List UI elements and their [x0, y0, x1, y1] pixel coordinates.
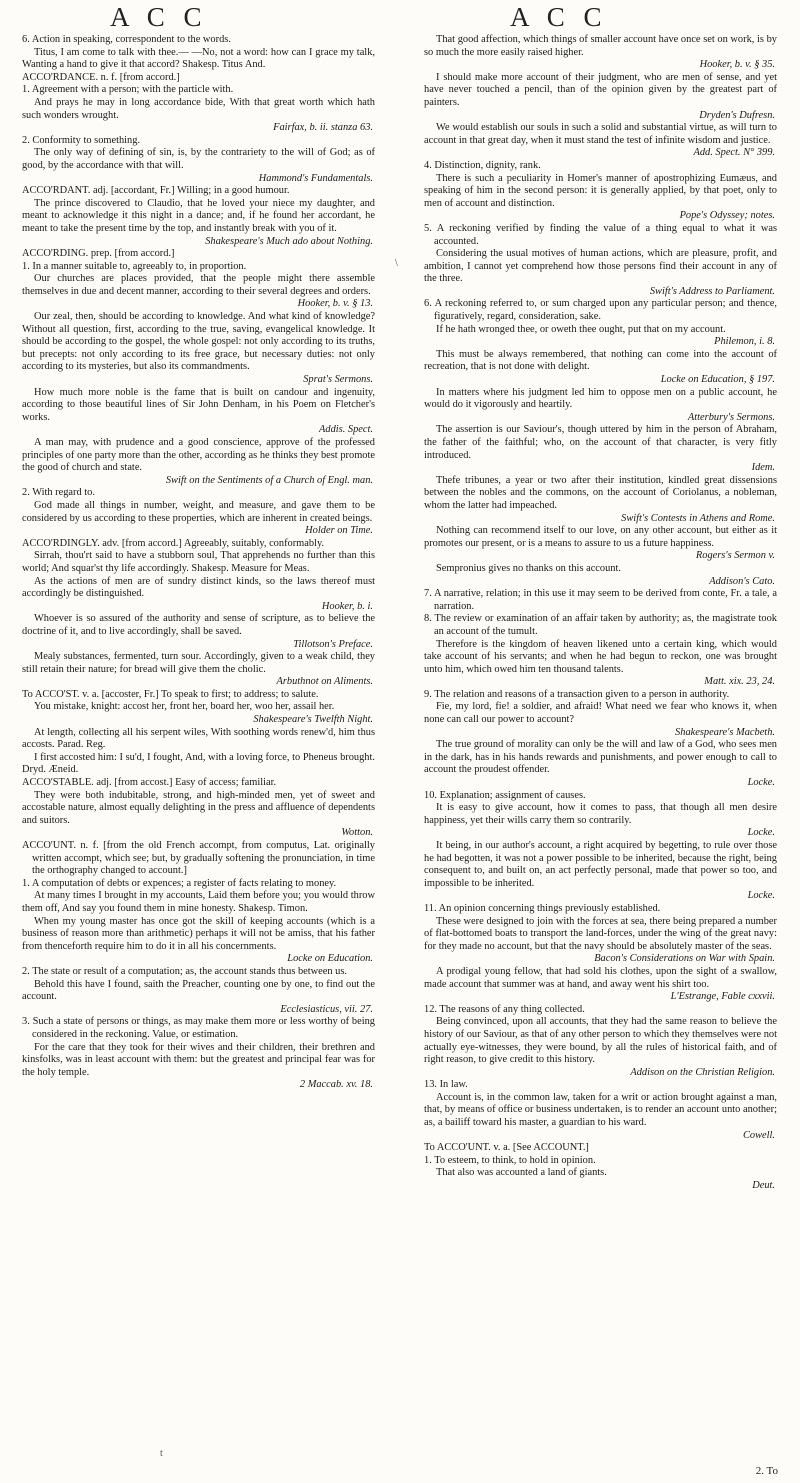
entry-text: In matters where his judgment led him to oppose men on a public account, he would do it vigorously and heartily.	[424, 386, 777, 411]
entry-text: A man may, with prudence and a good conscience, approve of the professed principles of one party more than the other, according as he thinks they best promote the good of church and state.	[22, 437, 375, 474]
entry-paragraph	[22, 840, 375, 878]
citation: Ecclesiasticus, vii. 27.	[280, 1003, 373, 1015]
entry-paragraph	[22, 550, 375, 575]
citation: Wotton.	[341, 827, 373, 839]
citation: Locke on Education, § 197.	[660, 374, 775, 386]
entry-text: I should make more account of their judgment, who are men of sense, and yet have never touched a pencil, than of the opinion given by the greatest part of painters.	[424, 71, 777, 108]
entry-text: I first accosted him: I su'd, I fought, And, with a loving force, to Pheneus brought. Dryd. Æneid.	[22, 751, 375, 776]
running-head-right: A C C	[510, 2, 608, 32]
entry-text: The only way of defining of sin, is, by the contrariety to the will of God; as of good, by the accordance with that will.	[22, 147, 375, 171]
entry-paragraph	[22, 387, 375, 437]
citation: Atterbury's Sermons.	[687, 411, 775, 423]
entry-paragraph	[22, 1042, 375, 1092]
entry-paragraph	[22, 261, 375, 274]
entry-paragraph	[424, 790, 777, 803]
entry-text: 2. The state or result of a computation; as, the account stands thus between us.	[22, 965, 348, 977]
entry-paragraph	[424, 701, 777, 739]
entry-paragraph	[424, 588, 777, 613]
entry-paragraph	[22, 878, 375, 891]
entry-text: 3. Such a state of persons or things, as may make them more or less worthy of being considered in the reckoning. Value, or estimation.	[22, 1016, 375, 1040]
entry-paragraph	[424, 916, 777, 966]
citation: Locke on Education.	[287, 953, 373, 965]
citation: Idem.	[751, 462, 775, 474]
entry-text: There is such a peculiarity in Homer's manner of apostrophizing Eumæus, and speaking of him in the second person: it is generally applied, by that poet, only to men of account and distinction.	[424, 172, 777, 209]
citation: Arbuthnot on Aliments.	[276, 676, 373, 688]
entry-paragraph	[424, 1155, 777, 1168]
entry-paragraph	[22, 487, 375, 500]
entry-text: Account is, in the common law, taken for a writ or action brought against a man, that, by means of office or business undertaken, is to render an account unto another; as, a bailiff toward his master, a guardian to his ward.	[424, 1091, 777, 1129]
entry-paragraph	[22, 1016, 375, 1041]
entry-text: Therefore is the kingdom of heaven likened unto a certain king, which would take account of his servants; and when he had begun to reckon, one was brought unto him, which owed him ten thousand talents.	[424, 638, 777, 675]
entry-paragraph	[22, 752, 375, 777]
entry-paragraph	[424, 160, 777, 173]
entry-text: 1. Agreement with a person; with the particle with.	[22, 84, 234, 96]
entry-paragraph	[22, 916, 375, 966]
entry-paragraph	[424, 349, 777, 387]
entry-paragraph	[22, 538, 375, 551]
citation: Rogers's Sermon v.	[695, 550, 775, 562]
entry-paragraph	[22, 311, 375, 387]
entry-text: That good affection, which things of smaller account have once set on work, is by so much the more easily raised higher.	[424, 34, 777, 58]
citation: Fairfax, b. ii. stanza 63.	[273, 122, 373, 134]
entry-text: 1. A computation of debts or expences; a register of facts relating to money.	[22, 877, 337, 889]
entry-paragraph	[424, 1142, 777, 1155]
entry-text: The assertion is our Saviour's, though uttered by him in the person of Abraham, the father of the faithful; who, on the account of that character, is very fitly introduced.	[424, 424, 777, 461]
citation: Holder on Time.	[305, 525, 373, 537]
entry-paragraph	[424, 802, 777, 840]
signature-mark: t	[160, 1448, 163, 1459]
entry-text: Being convinced, upon all accounts, that they had the same reason to believe the history of our Saviour, as that of any other person to which they themselves were not actually eye-witnesses, they were bound, by all the rules of historical faith, and of right reason, to give credit to this history.	[424, 1016, 777, 1066]
entry-paragraph	[22, 790, 375, 840]
citation: Add. Spect. N° 399.	[693, 147, 775, 159]
citation: Hooker, b. v. § 35.	[699, 59, 775, 71]
entry-paragraph	[424, 424, 777, 474]
citation: L'Estrange, Fable cxxvii.	[670, 991, 775, 1003]
entry-text: 7. A narrative, relation; in this use it may seem to be derived from conte, Fr. a tale, a narration.	[424, 588, 777, 612]
citation: Swift on the Sentiments of a Church of Engl. man.	[165, 474, 373, 486]
citation: Swift's Contests in Athens and Rome.	[621, 512, 775, 524]
entry-paragraph	[424, 525, 777, 563]
entry-paragraph	[22, 651, 375, 689]
entry-text: A prodigal young fellow, that had sold his clothes, upon the sight of a swallow, made account that summer was at hand, and away went his shirt too.	[424, 965, 777, 990]
entry-text: As the actions of men are of sundry distinct kinds, so the laws thereof must accordingly be distinguished.	[22, 575, 375, 600]
entry-text: Considering the usual motives of human actions, which are pleasure, profit, and ambition, I cannot yet comprehend how those persons find their account in any of the three.	[424, 248, 777, 285]
entry-paragraph	[424, 387, 777, 425]
entry-text: 13. In law.	[424, 1079, 468, 1091]
citation: Philemon, i. 8.	[714, 336, 775, 348]
entry-text: 10. Explanation; assignment of causes.	[424, 789, 586, 801]
entry-paragraph	[22, 273, 375, 311]
entry-text: 8. The review or examination of an affair taken by authority; as, the magistrate took an account of the tumult.	[424, 613, 777, 637]
entry-paragraph	[22, 966, 375, 979]
citation: Matt. xix. 23, 24.	[704, 676, 775, 688]
entry-text: At many times I brought in my accounts, Laid them before you; you would throw them off, And say you found them in mine honesty. Shakesp. Timon.	[22, 890, 375, 914]
entry-text: 1. To esteem, to think, to hold in opinion.	[424, 1154, 596, 1166]
entry-paragraph	[22, 979, 375, 1017]
entry-paragraph	[424, 1016, 777, 1079]
entry-paragraph	[22, 34, 375, 47]
entry-text: Behold this have I found, saith the Preacher, counting one by one, to find out the account.	[22, 978, 375, 1003]
entry-text: Our churches are places provided, that the people might there assemble themselves in due and decent manner, according to their several degrees and orders.	[22, 273, 375, 297]
citation: Swift's Address to Parliament.	[649, 285, 775, 297]
entry-paragraph	[424, 1004, 777, 1017]
entry-paragraph	[424, 840, 777, 903]
entry-text: And prays he may in long accordance bide, With that great worth which hath such wonders wrought.	[22, 96, 375, 121]
citation: Shakespeare's Much ado about Nothing.	[205, 235, 373, 247]
citation: Tillotson's Preface.	[293, 638, 373, 650]
entry-paragraph	[424, 223, 777, 248]
left-column	[22, 34, 375, 1092]
entry-text: 6. A reckoning referred to, or sum charged upon any particular person; and thence, figuratively, regard, consideration, sake.	[424, 298, 777, 323]
entry-text: For the care that they took for their wives and their children, their brethren and kinsfolks, was in least account with them: but the greatest and principal fear was for the holy temple.	[22, 1041, 375, 1078]
entry-text: ACCO'RDANCE. n. f. [from accord.]	[22, 71, 180, 83]
entry-text: The true ground of morality can only be the will and law of a God, who sees men in the dark, has in his hands rewards and punishments, and power enough to call to account the proudest offender.	[424, 739, 777, 776]
entry-text: Nothing can recommend itself to our love, on any other account, but either as it promotes our present, or is a means to assure to us a future happiness.	[424, 525, 777, 549]
entry-text: Sempronius gives no thanks on this account.	[436, 562, 621, 574]
citation: 2 Maccab. xv. 18.	[299, 1079, 373, 1091]
entry-paragraph	[424, 298, 777, 323]
entry-text: 2. Conformity to something.	[22, 134, 141, 146]
entry-paragraph	[22, 890, 375, 915]
citation: Deut.	[752, 1180, 775, 1192]
entry-text: ACCO'RDING. prep. [from accord.]	[22, 248, 175, 260]
running-head-left: A C C	[110, 2, 208, 32]
entry-paragraph	[424, 563, 777, 588]
citation: Pope's Odyssey; notes.	[679, 210, 775, 222]
entry-paragraph	[22, 84, 375, 97]
entry-paragraph	[22, 97, 375, 135]
entry-text: 9. The relation and reasons of a transaction given to a person in authority.	[424, 688, 730, 700]
entry-paragraph	[424, 248, 777, 298]
entry-paragraph	[424, 122, 777, 160]
citation: Hooker, b. i.	[321, 600, 373, 612]
citation: Addison's Cato.	[709, 575, 775, 587]
entry-paragraph	[22, 437, 375, 487]
entry-paragraph	[424, 173, 777, 223]
entry-paragraph	[424, 966, 777, 1004]
entry-text: ACCO'RDANT. adj. [accordant, Fr.] Willing; in a good humour.	[22, 185, 290, 197]
entry-text: Whoever is so assured of the authority and sense of scripture, as to believe the doctrine of it, and to live accordingly, shall be saved.	[22, 613, 375, 637]
entry-text: Thefe tribunes, a year or two after their institution, kindled great dissensions between the nobles and the commons, on the account of Coriolanus, a nobleman, whom the latter had impeached.	[424, 474, 777, 511]
entry-text: You mistake, knight: accost her, front her, board her, woo her, assail her.	[34, 701, 335, 713]
entry-text: These were designed to join with the forces at sea, there being prepared a number of flat-bottomed boats to transport the land-forces, under the wing of the great navy: for they made no account, but that the navy should be absolutely master of the seas.	[424, 915, 777, 952]
citation: Locke.	[747, 890, 775, 902]
citation: Shakespeare's Twelfth Night.	[253, 714, 373, 726]
citation: Bacon's Considerations on War with Spain.	[594, 953, 775, 965]
entry-text: Mealy substances, fermented, turn sour. Accordingly, given to a weak child, they still retain their nature; for bread will give them the cholic.	[22, 651, 375, 675]
entry-text: It being, in our author's account, a right acquired by begetting, to rule over those he had begotten, it was not a power possible to be inherited, because the right, being consequent to, and built on, an act perfectly personal, made that power so too, and impossible to be inherited.	[424, 840, 777, 889]
entry-text: That also was accounted a land of giants.	[436, 1167, 607, 1179]
entry-text: ACCO'STABLE. adj. [from accost.] Easy of access; familiar.	[22, 777, 277, 789]
entry-text: To ACCO'UNT. v. a. [See ACCOUNT.]	[424, 1142, 589, 1154]
entry-text: We would establish our souls in such a solid and substantial virtue, as will turn to account in that great day, when it must stand the test of infinite wisdom and justice.	[424, 122, 777, 146]
entry-text: When my young master has once got the skill of keeping accounts (which is a business of reason more than arithmetic) perhaps it will not be amiss, that his father from thenceforth require him to do it in all his concernments.	[22, 915, 375, 952]
margin-mark: \	[395, 258, 398, 269]
entry-paragraph	[424, 1092, 777, 1142]
entry-paragraph	[424, 34, 777, 72]
citation: Addison on the Christian Religion.	[630, 1066, 775, 1078]
entry-text: God made all things in number, weight, and measure, and gave them to be considered by us according to these properties, which are inherent in created beings.	[22, 499, 375, 524]
citation: Hooker, b. v. § 13.	[297, 298, 373, 310]
citation: Addis. Spect.	[319, 424, 373, 436]
entry-paragraph	[424, 1167, 777, 1192]
citation: Hammond's Fundamentals.	[258, 172, 373, 184]
entry-text: Fie, my lord, fie! a soldier, and afraid! What need we fear who knows it, when none can call our power to account?	[424, 701, 777, 726]
entry-text: ACCO'UNT. n. f. [from the old French accompt, from computus, Lat. originally written accompt, which see; but, by gradually softening the pronunciation, in time the orthography changed to account.]	[22, 840, 375, 877]
citation: Locke.	[747, 777, 775, 789]
entry-paragraph	[424, 903, 777, 916]
entry-paragraph	[424, 689, 777, 702]
entry-paragraph	[424, 639, 777, 689]
entry-text: This must be always remembered, that nothing can come into the account of recreation, that is not done with delight.	[424, 348, 777, 373]
entry-paragraph	[22, 576, 375, 614]
entry-paragraph	[22, 47, 375, 72]
entry-text: Sirrah, thou'rt said to have a stubborn soul, That apprehends no further than this world; And squar'st thy life accordingly. Shakesp. Measure for Meas.	[22, 550, 375, 574]
entry-paragraph	[22, 500, 375, 538]
entry-paragraph	[22, 72, 375, 85]
entry-paragraph	[424, 72, 777, 122]
entry-paragraph	[22, 135, 375, 148]
entry-text: 4. Distinction, dignity, rank.	[424, 159, 541, 171]
entry-text: The prince discovered to Claudio, that he loved your niece my daughter, and meant to acknowledge it this night in a dance; and, if he found her accordant, he meant to take the present time by the top, and instantly break with you of it.	[22, 197, 375, 234]
entry-text: 12. The reasons of any thing collected.	[424, 1003, 585, 1015]
entry-text: They were both indubitable, strong, and high-minded men, yet of sweet and accostable nature, almost equally delighting in the press and affluence of dependents and suitors.	[22, 789, 375, 826]
citation: Cowell.	[742, 1129, 775, 1141]
entry-text: 5. A reckoning verified by finding the value of a thing equal to what it was accounted.	[424, 222, 777, 247]
entry-text: If he hath wronged thee, or oweth thee ought, put that on my account.	[436, 323, 726, 335]
citation: Dryden's Dufresn.	[699, 109, 775, 121]
entry-text: Titus, I am come to talk with thee.— —No, not a word: how can I grace my talk, Wanting a hand to give it that accord? Shakesp. Titus And.	[22, 46, 375, 71]
entry-text: 2. With regard to.	[22, 487, 95, 499]
entry-text: How much more noble is the fame that is built on candour and ingenuity, according to those beautiful lines of Sir John Denham, in his Poem on Fletcher's works.	[22, 386, 375, 423]
entry-text: 1. In a manner suitable to, agreeably to, in proportion.	[22, 260, 247, 272]
entry-text: 11. An opinion concerning things previously established.	[424, 902, 661, 914]
entry-paragraph	[22, 185, 375, 198]
catchword: 2. To	[755, 1465, 778, 1477]
entry-text: Our zeal, then, should be according to knowledge. And what kind of knowledge? Without all question, first, according to the true, saving, evangelical knowledge. It should be according to the gospel, the whole gospel: not only according to its truths, but precepts: not only according to its free grace, but necessary duties: not only according to its mysteries, but also its commandments.	[22, 311, 375, 373]
entry-paragraph	[424, 324, 777, 349]
entry-paragraph	[22, 198, 375, 248]
entry-text: To ACCO'ST. v. a. [accoster, Fr.] To speak to first; to address; to salute.	[22, 688, 319, 700]
entry-text: 6. Action in speaking, correspondent to the words.	[22, 34, 231, 45]
entry-paragraph	[424, 739, 777, 789]
entry-paragraph	[424, 1079, 777, 1092]
entry-text: ACCO'RDINGLY. adv. [from accord.] Agreeably, suitably, conformably.	[22, 537, 325, 549]
entry-text: At length, collecting all his serpent wiles, With soothing words renew'd, him thus accosts. Parad. Reg.	[22, 726, 375, 751]
entry-text: It is easy to give account, how it comes to pass, that though all men desire happiness, yet their wills carry them so contrarily.	[424, 802, 777, 826]
entry-paragraph	[22, 727, 375, 752]
entry-paragraph	[22, 613, 375, 651]
entry-paragraph	[424, 475, 777, 525]
entry-paragraph	[424, 613, 777, 638]
entry-paragraph	[22, 689, 375, 702]
entry-paragraph	[22, 248, 375, 261]
right-column	[424, 34, 777, 1193]
citation: Locke.	[747, 827, 775, 839]
citation: Sprat's Sermons.	[303, 374, 373, 386]
entry-paragraph	[22, 701, 375, 726]
entry-paragraph	[22, 147, 375, 185]
entry-paragraph	[22, 777, 375, 790]
citation: Shakespeare's Macbeth.	[675, 726, 775, 738]
